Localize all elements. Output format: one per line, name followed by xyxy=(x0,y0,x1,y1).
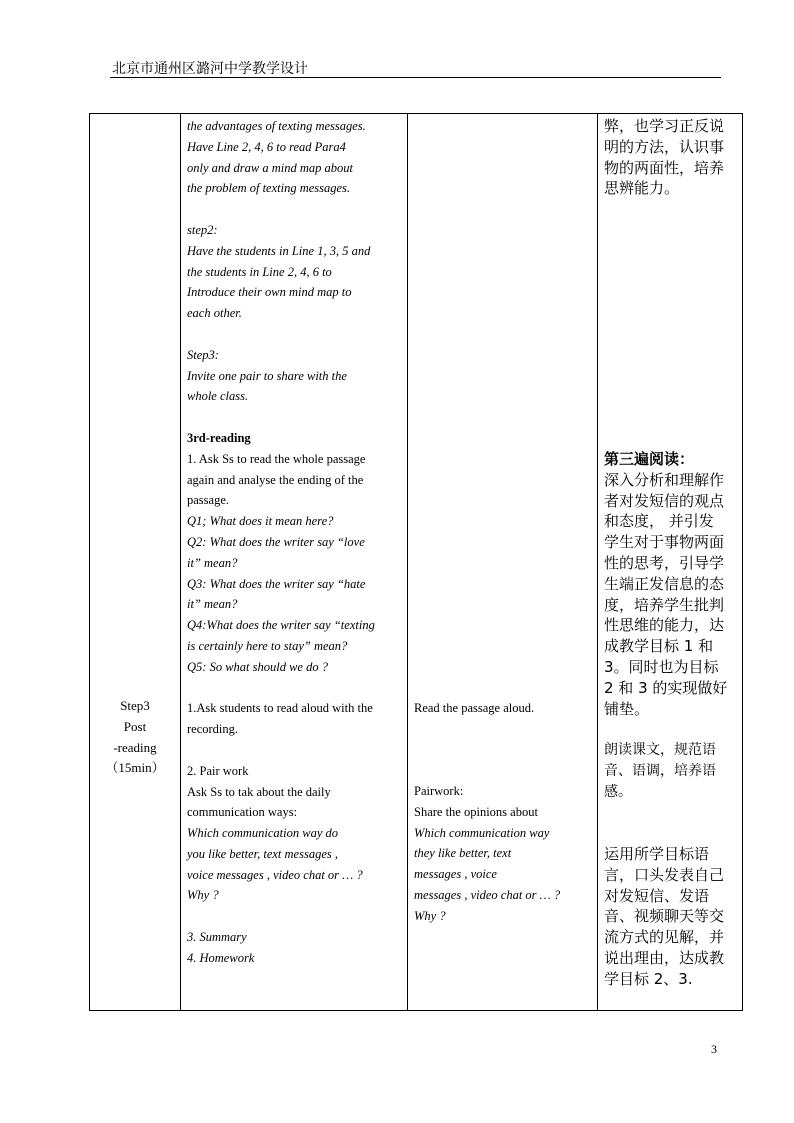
text-line: you like better, text messages , xyxy=(187,846,338,861)
section-heading: 第三遍阅读： xyxy=(604,450,695,468)
text-line: 2. Pair work xyxy=(187,763,249,778)
text-line: each other. xyxy=(187,306,242,321)
table-row xyxy=(90,114,743,1011)
text-line: 思辨能力。 xyxy=(604,179,680,198)
text-line: passage. xyxy=(187,493,229,508)
text-line: whole class. xyxy=(187,389,249,404)
step-label xyxy=(90,696,180,779)
text-line: 度，培养学生批判 xyxy=(604,595,725,614)
text-line: communication ways: xyxy=(187,805,298,820)
text-line: Why ? xyxy=(187,888,219,903)
text-line: Ask Ss to tak about the daily xyxy=(187,784,331,799)
text-line: Read the passage aloud. xyxy=(414,701,535,715)
text-line: 运用所学目标语 xyxy=(604,845,710,863)
text-line: 物的两面性，培养 xyxy=(604,158,725,177)
text-line: they like better, text xyxy=(414,846,512,861)
text-line: 感。 xyxy=(604,783,632,800)
text-line: 3. Summary xyxy=(187,930,247,945)
question-line: it” mean? xyxy=(187,555,238,570)
text-line: 学目标 2、3. xyxy=(604,969,693,988)
text-line: recording. xyxy=(187,722,239,737)
step-duration: （15min） xyxy=(105,760,165,776)
text-line: 性的思考，引导学 xyxy=(604,553,725,572)
text-line: 者对发短信的观点 xyxy=(604,491,725,510)
text-line: 成教学目标 1 和 xyxy=(604,637,714,656)
page-number: 3 xyxy=(711,1042,717,1056)
text-line: 和态度， 并引发 xyxy=(604,512,714,531)
text-line: the students in Line 2, 4, 6 to xyxy=(187,264,332,279)
text-line: 性思维的能力，达 xyxy=(604,616,725,635)
text-line: 明的方法，认识事 xyxy=(604,137,725,156)
text-line: 音、视频聊天等交 xyxy=(604,907,725,926)
document-header: 北京市通州区潞河中学教学设计 xyxy=(112,61,308,77)
question-line: Q5: So what should we do ? xyxy=(187,659,328,674)
step-subtitle: Post xyxy=(123,718,147,734)
text-line: 深入分析和理解作 xyxy=(604,470,725,489)
text-line: 2 和 3 的实现做好 xyxy=(604,678,728,697)
text-line: step2: xyxy=(187,222,218,237)
text-line: 弊，也学习正反说 xyxy=(604,117,725,135)
text-line: 1. Ask Ss to read the whole passage xyxy=(187,451,366,466)
text-line: Pairwork: xyxy=(414,784,464,798)
text-line: Which communication way do xyxy=(187,826,339,841)
text-line: 铺垫。 xyxy=(604,699,650,718)
question-line: is certainly here to stay” mean? xyxy=(187,638,348,653)
text-line: Why ? xyxy=(414,908,446,923)
text-line: the problem of texting messages. xyxy=(187,181,351,196)
text-line: Have Line 2, 4, 6 to read Para4 xyxy=(187,139,346,154)
text-line: 3。同时也为目标 xyxy=(604,657,719,676)
text-line: Which communication way xyxy=(414,825,550,840)
question-line: Q2: What does the writer say “love xyxy=(187,534,365,549)
question-line: it” mean? xyxy=(187,597,238,612)
teacher-activity-cell xyxy=(181,114,408,1011)
text-line: only and draw a mind map about xyxy=(187,160,353,175)
text-line: 言，口头发表自己 xyxy=(604,865,725,884)
text-line: voice messages , video chat or … ? xyxy=(187,867,363,882)
header-divider xyxy=(110,77,721,78)
text-line: the advantages of texting messages. xyxy=(187,119,366,133)
text-line: 生端正发信息的态 xyxy=(604,574,725,593)
text-line: 对发短信、发语 xyxy=(604,886,710,905)
text-line: Have the students in Line 1, 3, 5 and xyxy=(187,243,371,258)
text-line: 流方式的见解，并 xyxy=(604,928,725,947)
section-heading: 3rd-reading xyxy=(187,430,251,445)
text-line: 学生对于事物两面 xyxy=(604,533,725,552)
text-line: 朗读课文，规范语 xyxy=(604,742,716,758)
lesson-plan-table xyxy=(89,113,743,1011)
text-line: again and analyse the ending of the xyxy=(187,472,364,487)
text-line: Introduce their own mind map to xyxy=(187,285,352,300)
text-line: 4. Homework xyxy=(187,950,255,965)
question-line: Q1; What does it mean here? xyxy=(187,514,334,529)
text-line: 1.Ask students to read aloud with the xyxy=(187,701,373,716)
student-activity-cell xyxy=(408,114,598,1011)
text-line: Invite one pair to share with the xyxy=(187,368,347,383)
step-subtitle-cont: -reading xyxy=(113,739,157,755)
text-line: messages , video chat or … ? xyxy=(414,887,561,902)
design-intent-cell xyxy=(598,114,743,1011)
step-title: Step3 xyxy=(120,698,150,713)
text-line: Step3: xyxy=(187,347,219,362)
question-line: Q4:What does the writer say “texting xyxy=(187,618,375,633)
step-cell xyxy=(90,114,181,1011)
question-line: Q3: What does the writer say “hate xyxy=(187,576,366,591)
text-line: Share the opinions about xyxy=(414,804,538,819)
text-line: 说出理由，达成教 xyxy=(604,948,725,967)
text-line: messages , voice xyxy=(414,867,497,882)
text-line: 音、语调，培养语 xyxy=(604,762,716,779)
